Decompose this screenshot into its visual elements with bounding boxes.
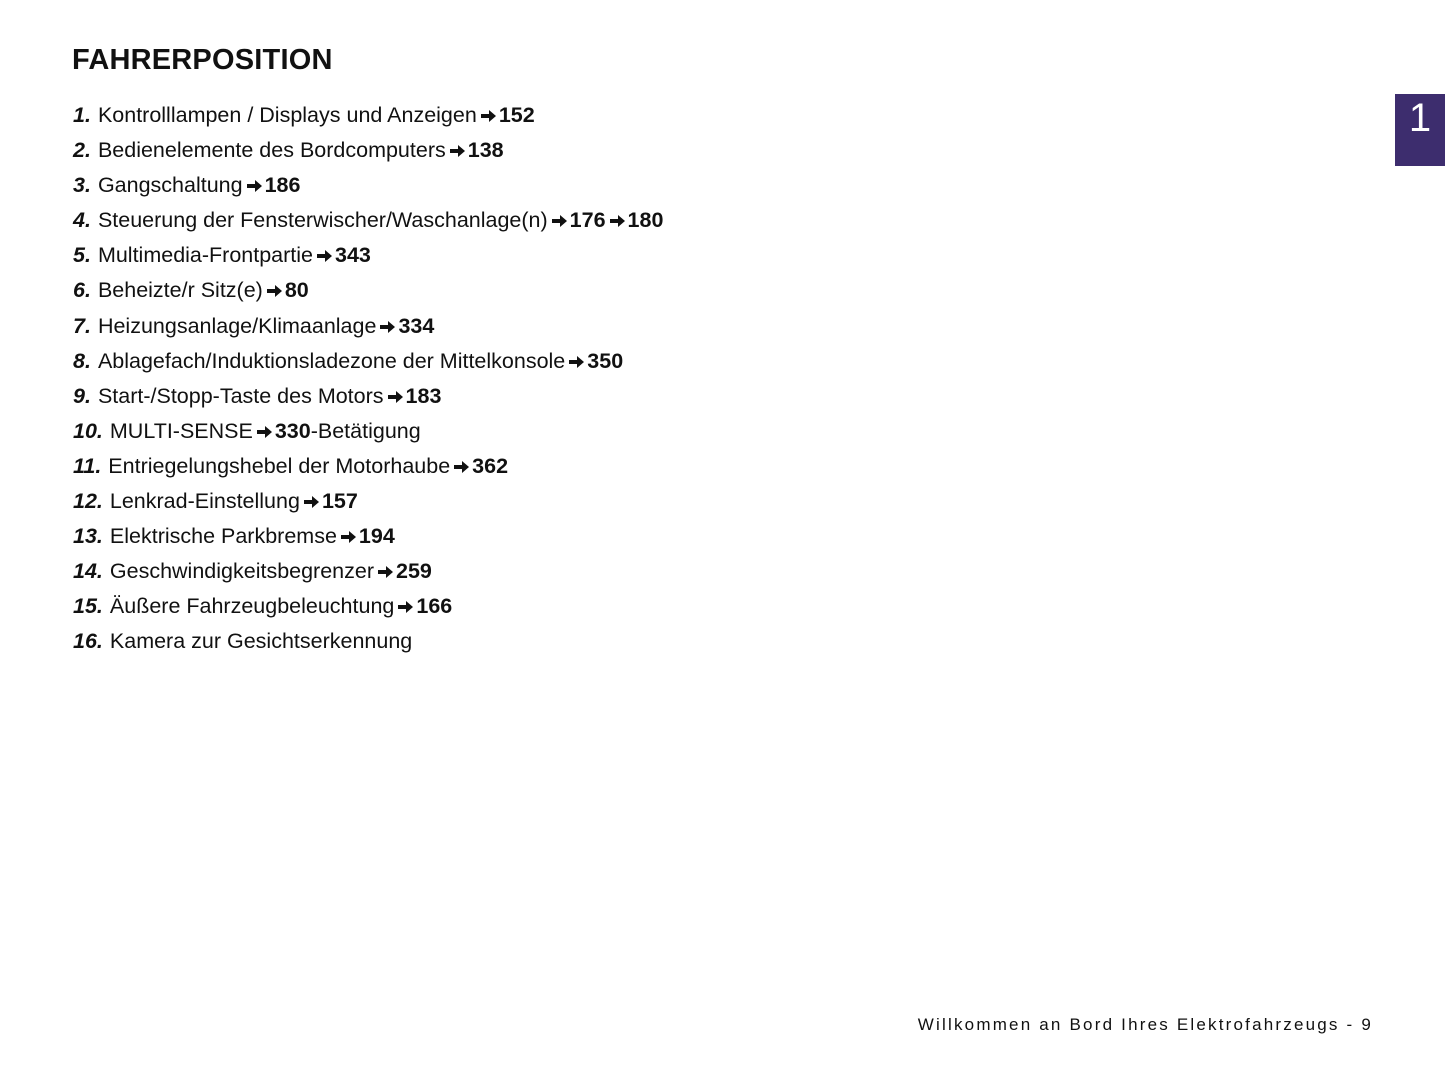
list-item: [73, 309, 663, 344]
list-item: [73, 589, 663, 624]
page-reference-link[interactable]: 166: [416, 594, 453, 619]
right-arrow-icon: [551, 214, 568, 228]
item-number: 3.: [73, 173, 91, 198]
list-item: [73, 519, 663, 554]
item-label: Steuerung der Fensterwischer/Waschanlage(n): [97, 208, 548, 233]
item-label: Äußere Fahrzeugbeleuchtung: [109, 594, 395, 619]
chapter-tab[interactable]: 1: [1395, 94, 1445, 166]
page-title: FAHRERPOSITION: [72, 44, 333, 76]
right-arrow-icon: [340, 530, 357, 544]
right-arrow-icon: [246, 179, 263, 193]
item-number: 6.: [73, 278, 91, 303]
right-arrow-icon: [568, 355, 585, 369]
item-number: 7.: [73, 313, 91, 338]
page-reference-link[interactable]: 334: [398, 313, 435, 338]
list-item: [73, 554, 663, 589]
item-number: 9.: [73, 383, 91, 408]
item-label: Ablagefach/Induktionsladezone der Mittelkonsole: [97, 348, 566, 373]
page-reference-link[interactable]: 350: [587, 348, 624, 373]
item-label: MULTI-SENSE: [109, 418, 253, 443]
item-number: 14.: [73, 559, 103, 584]
page-reference-link[interactable]: 183: [405, 383, 442, 408]
list-item: [73, 414, 663, 449]
item-number: 11.: [73, 453, 102, 478]
item-number: 2.: [73, 138, 91, 163]
item-number: 15.: [73, 594, 103, 619]
list-item: [73, 624, 663, 659]
page-reference-link[interactable]: 176: [569, 208, 606, 233]
page-reference-link[interactable]: 343: [335, 243, 371, 268]
page-reference-link[interactable]: 180: [627, 208, 664, 233]
list-item: [73, 168, 663, 203]
list-item: [73, 203, 663, 238]
item-label: Start-/Stopp-Taste des Motors: [97, 383, 384, 408]
page-reference-link[interactable]: 157: [321, 489, 358, 514]
item-number: 10.: [73, 418, 103, 443]
item-label: Multimedia-Frontpartie: [97, 243, 314, 268]
page-reference-link[interactable]: 186: [264, 173, 301, 198]
item-label: Beheizte/r Sitz(e): [97, 278, 263, 303]
page-reference-link[interactable]: 330: [274, 418, 311, 443]
right-arrow-icon: [397, 600, 414, 614]
page-footer: Willkommen an Bord Ihres Elektrofahrzeugs - 9: [917, 1015, 1373, 1034]
page-reference-link[interactable]: 259: [396, 559, 432, 584]
page-reference-link[interactable]: 152: [498, 103, 535, 127]
page-reference-link[interactable]: 138: [467, 138, 504, 163]
item-label: Bedienelemente des Bordcomputers: [97, 138, 446, 163]
right-arrow-icon: [609, 214, 626, 228]
right-arrow-icon: [256, 425, 273, 439]
list-item: [73, 98, 663, 133]
list-item: [73, 273, 663, 308]
item-label: Lenkrad-Einstellung: [109, 489, 300, 514]
component-list: [73, 98, 663, 660]
item-label: Gangschaltung: [97, 173, 243, 198]
right-arrow-icon: [449, 144, 466, 158]
item-number: 1.: [73, 103, 91, 127]
page-reference-link[interactable]: 194: [358, 524, 395, 549]
item-number: 13.: [73, 524, 103, 549]
list-item: [73, 484, 663, 519]
right-arrow-icon: [387, 390, 404, 404]
list-item: [73, 449, 663, 484]
item-label: Kamera zur Gesichtserkennung: [109, 629, 413, 654]
right-arrow-icon: [377, 565, 394, 579]
item-label: Entriegelungshebel der Motorhaube: [108, 453, 451, 478]
right-arrow-icon: [266, 284, 283, 298]
right-arrow-icon: [453, 460, 470, 474]
item-label: Geschwindigkeitsbegrenzer: [109, 559, 375, 584]
item-label: Kontrolllampen / Displays und Anzeigen: [97, 103, 477, 127]
right-arrow-icon: [480, 109, 497, 123]
list-item: [73, 238, 663, 273]
item-number: 4.: [73, 208, 91, 233]
page-reference-link[interactable]: 362: [472, 453, 509, 478]
item-label: Heizungsanlage/Klimaanlage: [97, 313, 377, 338]
right-arrow-icon: [379, 320, 396, 334]
page-reference-link[interactable]: 80: [284, 278, 309, 303]
list-item: [73, 379, 663, 414]
item-label: Elektrische Parkbremse: [109, 524, 337, 549]
item-label-suffix: -Betätigung: [310, 418, 421, 443]
item-number: 12.: [73, 489, 103, 514]
item-number: 16.: [73, 629, 103, 654]
right-arrow-icon: [316, 249, 333, 263]
item-number: 8.: [73, 348, 91, 373]
list-item: [73, 344, 663, 379]
right-arrow-icon: [303, 495, 320, 509]
item-number: 5.: [73, 243, 91, 268]
list-item: [73, 133, 663, 168]
